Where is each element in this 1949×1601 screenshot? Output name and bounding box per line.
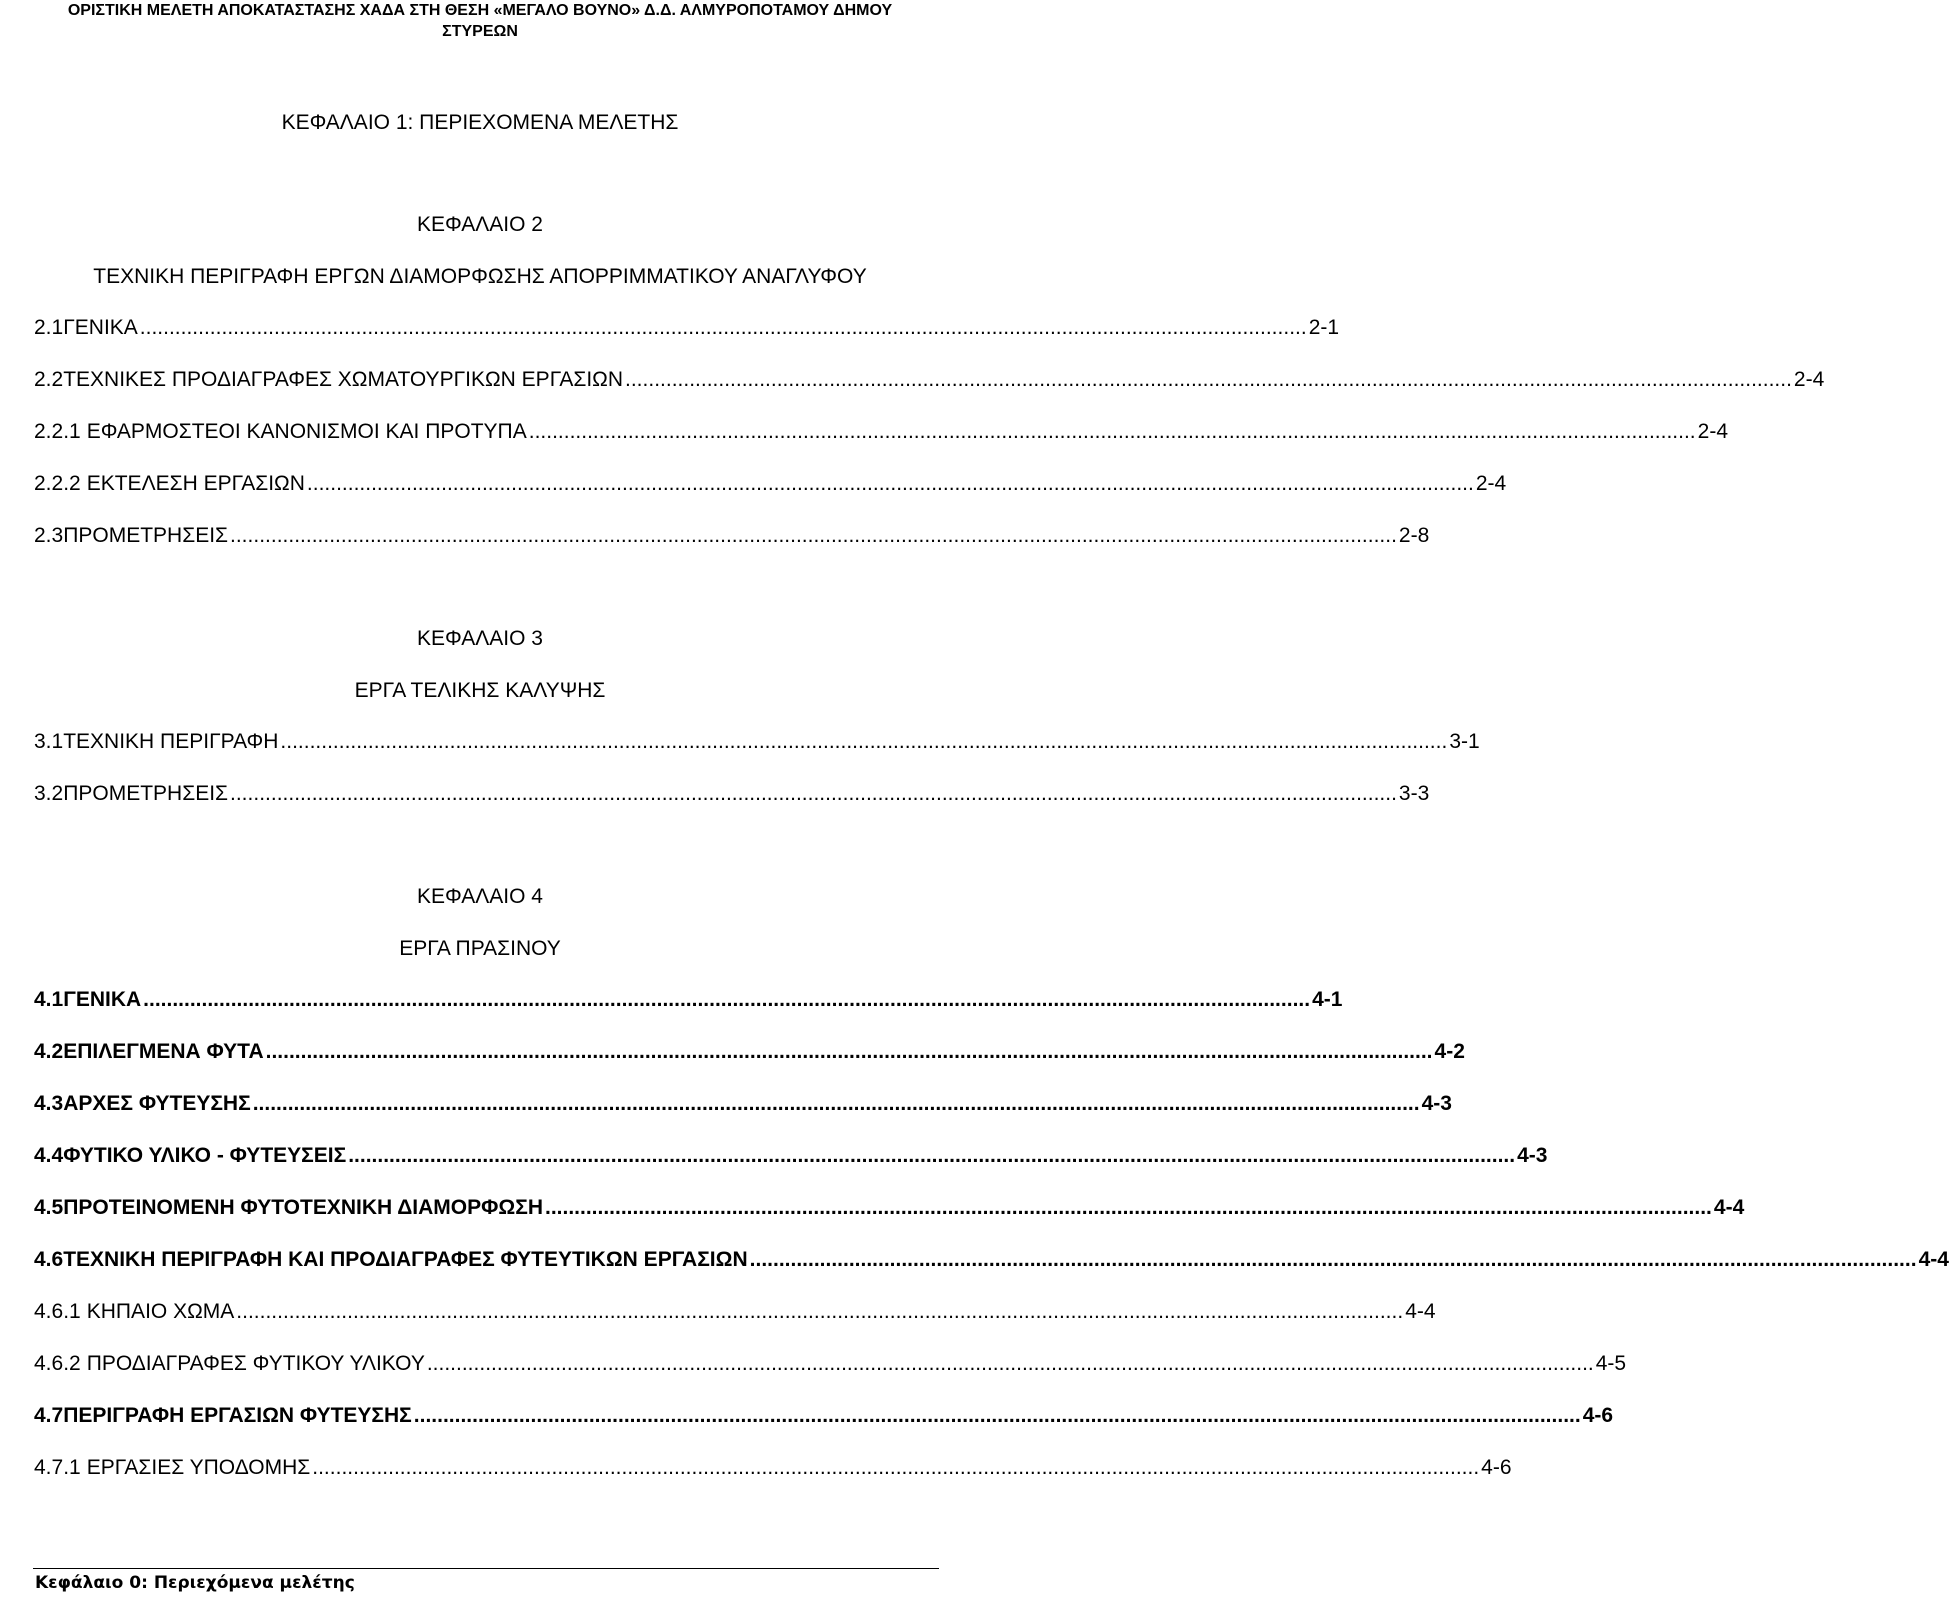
toc-number: 2.2.2 <box>34 472 81 495</box>
toc-title: ΠΕΡΙΓΡΑΦΗ ΕΡΓΑΣΙΩΝ ΦΥΤΕΥΣΗΣ <box>63 1404 412 1427</box>
toc-entry[interactable] <box>34 1454 1512 1482</box>
header-line-1: ΟΡΙΣΤΙΚΗ ΜΕΛΕΤΗ ΑΠΟΚΑΤΑΣΤΑΣΗΣ ΧΑΔΑ ΣΤΗ ΘΕΣΗ «ΜΕΓΑΛΟ ΒΟΥΝΟ» Δ.Δ. ΑΛΜΥΡΟΠΟΤΑΜΟΥ ΔΗΜΟΥ <box>67 2 893 19</box>
toc-number: 3.1 <box>34 730 64 753</box>
toc-title: ΠΡΟΔΙΑΓΡΑΦΕΣ ΦΥΤΙΚΟΥ ΥΛΙΚΟΥ <box>86 1352 425 1375</box>
toc-number: 4.1 <box>34 988 64 1011</box>
toc-entry[interactable] <box>34 1402 1614 1430</box>
toc-page: 3-3 <box>1398 782 1430 805</box>
toc-number: 4.7.1 <box>34 1456 81 1479</box>
dot-leader: ........................................................................................................................................................................................................ <box>236 1300 1404 1323</box>
dot-leader: ........................................................................................................................................................................................................ <box>749 1248 1917 1271</box>
toc-entry[interactable] <box>34 470 1507 498</box>
chapter4-heading: ΚΕΦΑΛΑΙΟ 4 <box>417 885 543 908</box>
toc-number: 4.3 <box>34 1092 64 1115</box>
toc-title: ΓΕΝΙΚΑ <box>63 988 142 1011</box>
chapter3-heading: ΚΕΦΑΛΑΙΟ 3 <box>417 627 543 650</box>
toc-page: 4-4 <box>1405 1300 1436 1323</box>
toc-number: 4.4 <box>34 1144 64 1167</box>
toc-title: ΕΡΓΑΣΙΕΣ ΥΠΟΔΟΜΗΣ <box>86 1456 311 1479</box>
running-header <box>0 0 960 42</box>
chapter4-subtitle: ΕΡΓΑ ΠΡΑΣΙΝΟΥ <box>399 937 561 960</box>
toc-title: ΠΡΟΤΕΙΝΟΜΕΝΗ ΦΥΤΟΤΕΧΝΙΚΗ ΔΙΑΜΟΡΦΩΣΗ <box>63 1196 543 1219</box>
toc-page: 2-8 <box>1398 524 1430 547</box>
toc-page: 3-1 <box>1449 730 1480 753</box>
toc-entry[interactable] <box>34 1038 1465 1066</box>
chapter2-subtitle: ΤΕΧΝΙΚΗ ΠΕΡΙΓΡΑΦΗ ΕΡΓΩΝ ΔΙΑΜΟΡΦΩΣΗΣ ΑΠΟΡΡΙΜΜΑΤΙΚΟΥ ΑΝΑΓΛΥΦΟΥ <box>93 265 867 288</box>
toc-number: 4.5 <box>34 1196 64 1219</box>
toc-entry[interactable] <box>34 1350 1627 1378</box>
chapter3-subtitle: ΕΡΓΑ ΤΕΛΙΚΗΣ ΚΑΛΥΨΗΣ <box>354 679 606 702</box>
toc-title: ΕΦΑΡΜΟΣΤΕΟΙ ΚΑΝΟΝΙΣΜΟΙ ΚΑΙ ΠΡΟΤΥΠΑ <box>86 420 527 443</box>
dot-leader: ........................................................................................................................................................................................................ <box>348 1144 1516 1167</box>
toc-page: 4-6 <box>1481 1456 1512 1479</box>
dot-leader: ........................................................................................................................................................................................................ <box>265 1040 1433 1063</box>
toc-entry[interactable] <box>34 780 1430 808</box>
dot-leader: ........................................................................................................................................................................................................ <box>252 1092 1420 1115</box>
toc-page: 4-4 <box>1918 1248 1949 1271</box>
toc-number: 4.7 <box>34 1404 64 1427</box>
dot-leader: ........................................................................................................................................................................................................ <box>413 1404 1581 1427</box>
toc-page: 2-4 <box>1475 472 1507 495</box>
toc-entry[interactable] <box>34 314 1340 342</box>
toc-page: 2-4 <box>1697 420 1728 443</box>
chapter1-title: ΚΕΦΑΛΑΙΟ 1: ΠΕΡΙΕΧΟΜΕΝΑ ΜΕΛΕΤΗΣ <box>281 111 679 134</box>
toc-page: 4-5 <box>1595 1352 1627 1375</box>
toc-title: ΤΕΧΝΙΚΗ ΠΕΡΙΓΡΑΦΗ <box>63 730 279 753</box>
toc-number: 4.6.1 <box>34 1300 81 1323</box>
toc-entry[interactable] <box>34 1246 1949 1274</box>
toc-title: ΤΕΧΝΙΚΕΣ ΠΡΟΔΙΑΓΡΑΦΕΣ ΧΩΜΑΤΟΥΡΓΙΚΩΝ ΕΡΓΑΣΙΩΝ <box>63 368 624 391</box>
toc-number: 4.6 <box>34 1248 64 1271</box>
toc-entry[interactable] <box>34 522 1430 550</box>
toc-title: ΑΡΧΕΣ ΦΥΤΕΥΣΗΣ <box>63 1092 251 1115</box>
chapter2-heading: ΚΕΦΑΛΑΙΟ 2 <box>417 213 543 236</box>
toc-entry[interactable] <box>34 1142 1548 1170</box>
toc-title: ΕΠΙΛΕΓΜΕΝΑ ΦΥΤΑ <box>63 1040 264 1063</box>
toc-title: ΦΥΤΙΚΟ ΥΛΙΚΟ - ΦΥΤΕΥΣΕΙΣ <box>63 1144 347 1167</box>
toc-number: 2.1 <box>34 316 64 339</box>
dot-leader: ........................................................................................................................................................................................................ <box>280 730 1448 753</box>
dot-leader: ........................................................................................................................................................................................................ <box>312 1456 1480 1479</box>
toc-page: 2-1 <box>1308 316 1340 339</box>
dot-leader: ........................................................................................................................................................................................................ <box>544 1196 1712 1219</box>
toc-page: 4-3 <box>1517 1144 1548 1167</box>
toc-number: 4.2 <box>34 1040 64 1063</box>
toc-page: 4-1 <box>1312 988 1343 1011</box>
toc-title: ΠΡΟΜΕΤΡΗΣΕΙΣ <box>63 524 229 547</box>
dot-leader: ........................................................................................................................................................................................................ <box>426 1352 1594 1375</box>
dot-leader: ........................................................................................................................................................................................................ <box>230 782 1397 805</box>
toc-number: 2.2.1 <box>34 420 81 443</box>
running-footer: Κεφάλαιο 0: Περιεχόμενα μελέτης <box>35 1573 355 1593</box>
toc-number: 2.2 <box>34 368 64 391</box>
toc-title: ΠΡΟΜΕΤΡΗΣΕΙΣ <box>63 782 229 805</box>
toc-entry[interactable] <box>34 1090 1452 1118</box>
dot-leader: ........................................................................................................................................................................................................ <box>625 368 1792 391</box>
toc-entry[interactable] <box>34 728 1480 756</box>
toc-entry[interactable] <box>34 366 1825 394</box>
toc-entry[interactable] <box>34 418 1728 446</box>
toc-page: 4-3 <box>1421 1092 1452 1115</box>
toc-entry[interactable] <box>34 986 1343 1014</box>
dot-leader: ........................................................................................................................................................................................................ <box>143 988 1311 1011</box>
toc-number: 2.3 <box>34 524 64 547</box>
toc-page: 4-6 <box>1582 1404 1614 1427</box>
dot-leader: ........................................................................................................................................................................................................ <box>528 420 1696 443</box>
toc-page: 2-4 <box>1793 368 1825 391</box>
toc-entry[interactable] <box>34 1194 1745 1222</box>
toc-title: ΤΕΧΝΙΚΗ ΠΕΡΙΓΡΑΦΗ ΚΑΙ ΠΡΟΔΙΑΓΡΑΦΕΣ ΦΥΤΕΥΤΙΚΩΝ ΕΡΓΑΣΙΩΝ <box>63 1248 748 1271</box>
toc-page: 4-4 <box>1713 1196 1745 1219</box>
footer-divider <box>33 1568 939 1569</box>
toc-page: 4-2 <box>1434 1040 1465 1063</box>
toc-title: ΕΚΤΕΛΕΣΗ ΕΡΓΑΣΙΩΝ <box>86 472 305 495</box>
toc-title: ΚΗΠΑΙΟ ΧΩΜΑ <box>86 1300 235 1323</box>
dot-leader: ........................................................................................................................................................................................................ <box>139 316 1307 339</box>
dot-leader: ........................................................................................................................................................................................................ <box>230 524 1397 547</box>
toc-number: 3.2 <box>34 782 64 805</box>
toc-title: ΓΕΝΙΚΑ <box>63 316 138 339</box>
dot-leader: ........................................................................................................................................................................................................ <box>306 472 1474 495</box>
toc-entry[interactable] <box>34 1298 1436 1326</box>
header-line-2: ΣΤΥΡΕΩΝ <box>442 23 518 40</box>
toc-number: 4.6.2 <box>34 1352 81 1375</box>
